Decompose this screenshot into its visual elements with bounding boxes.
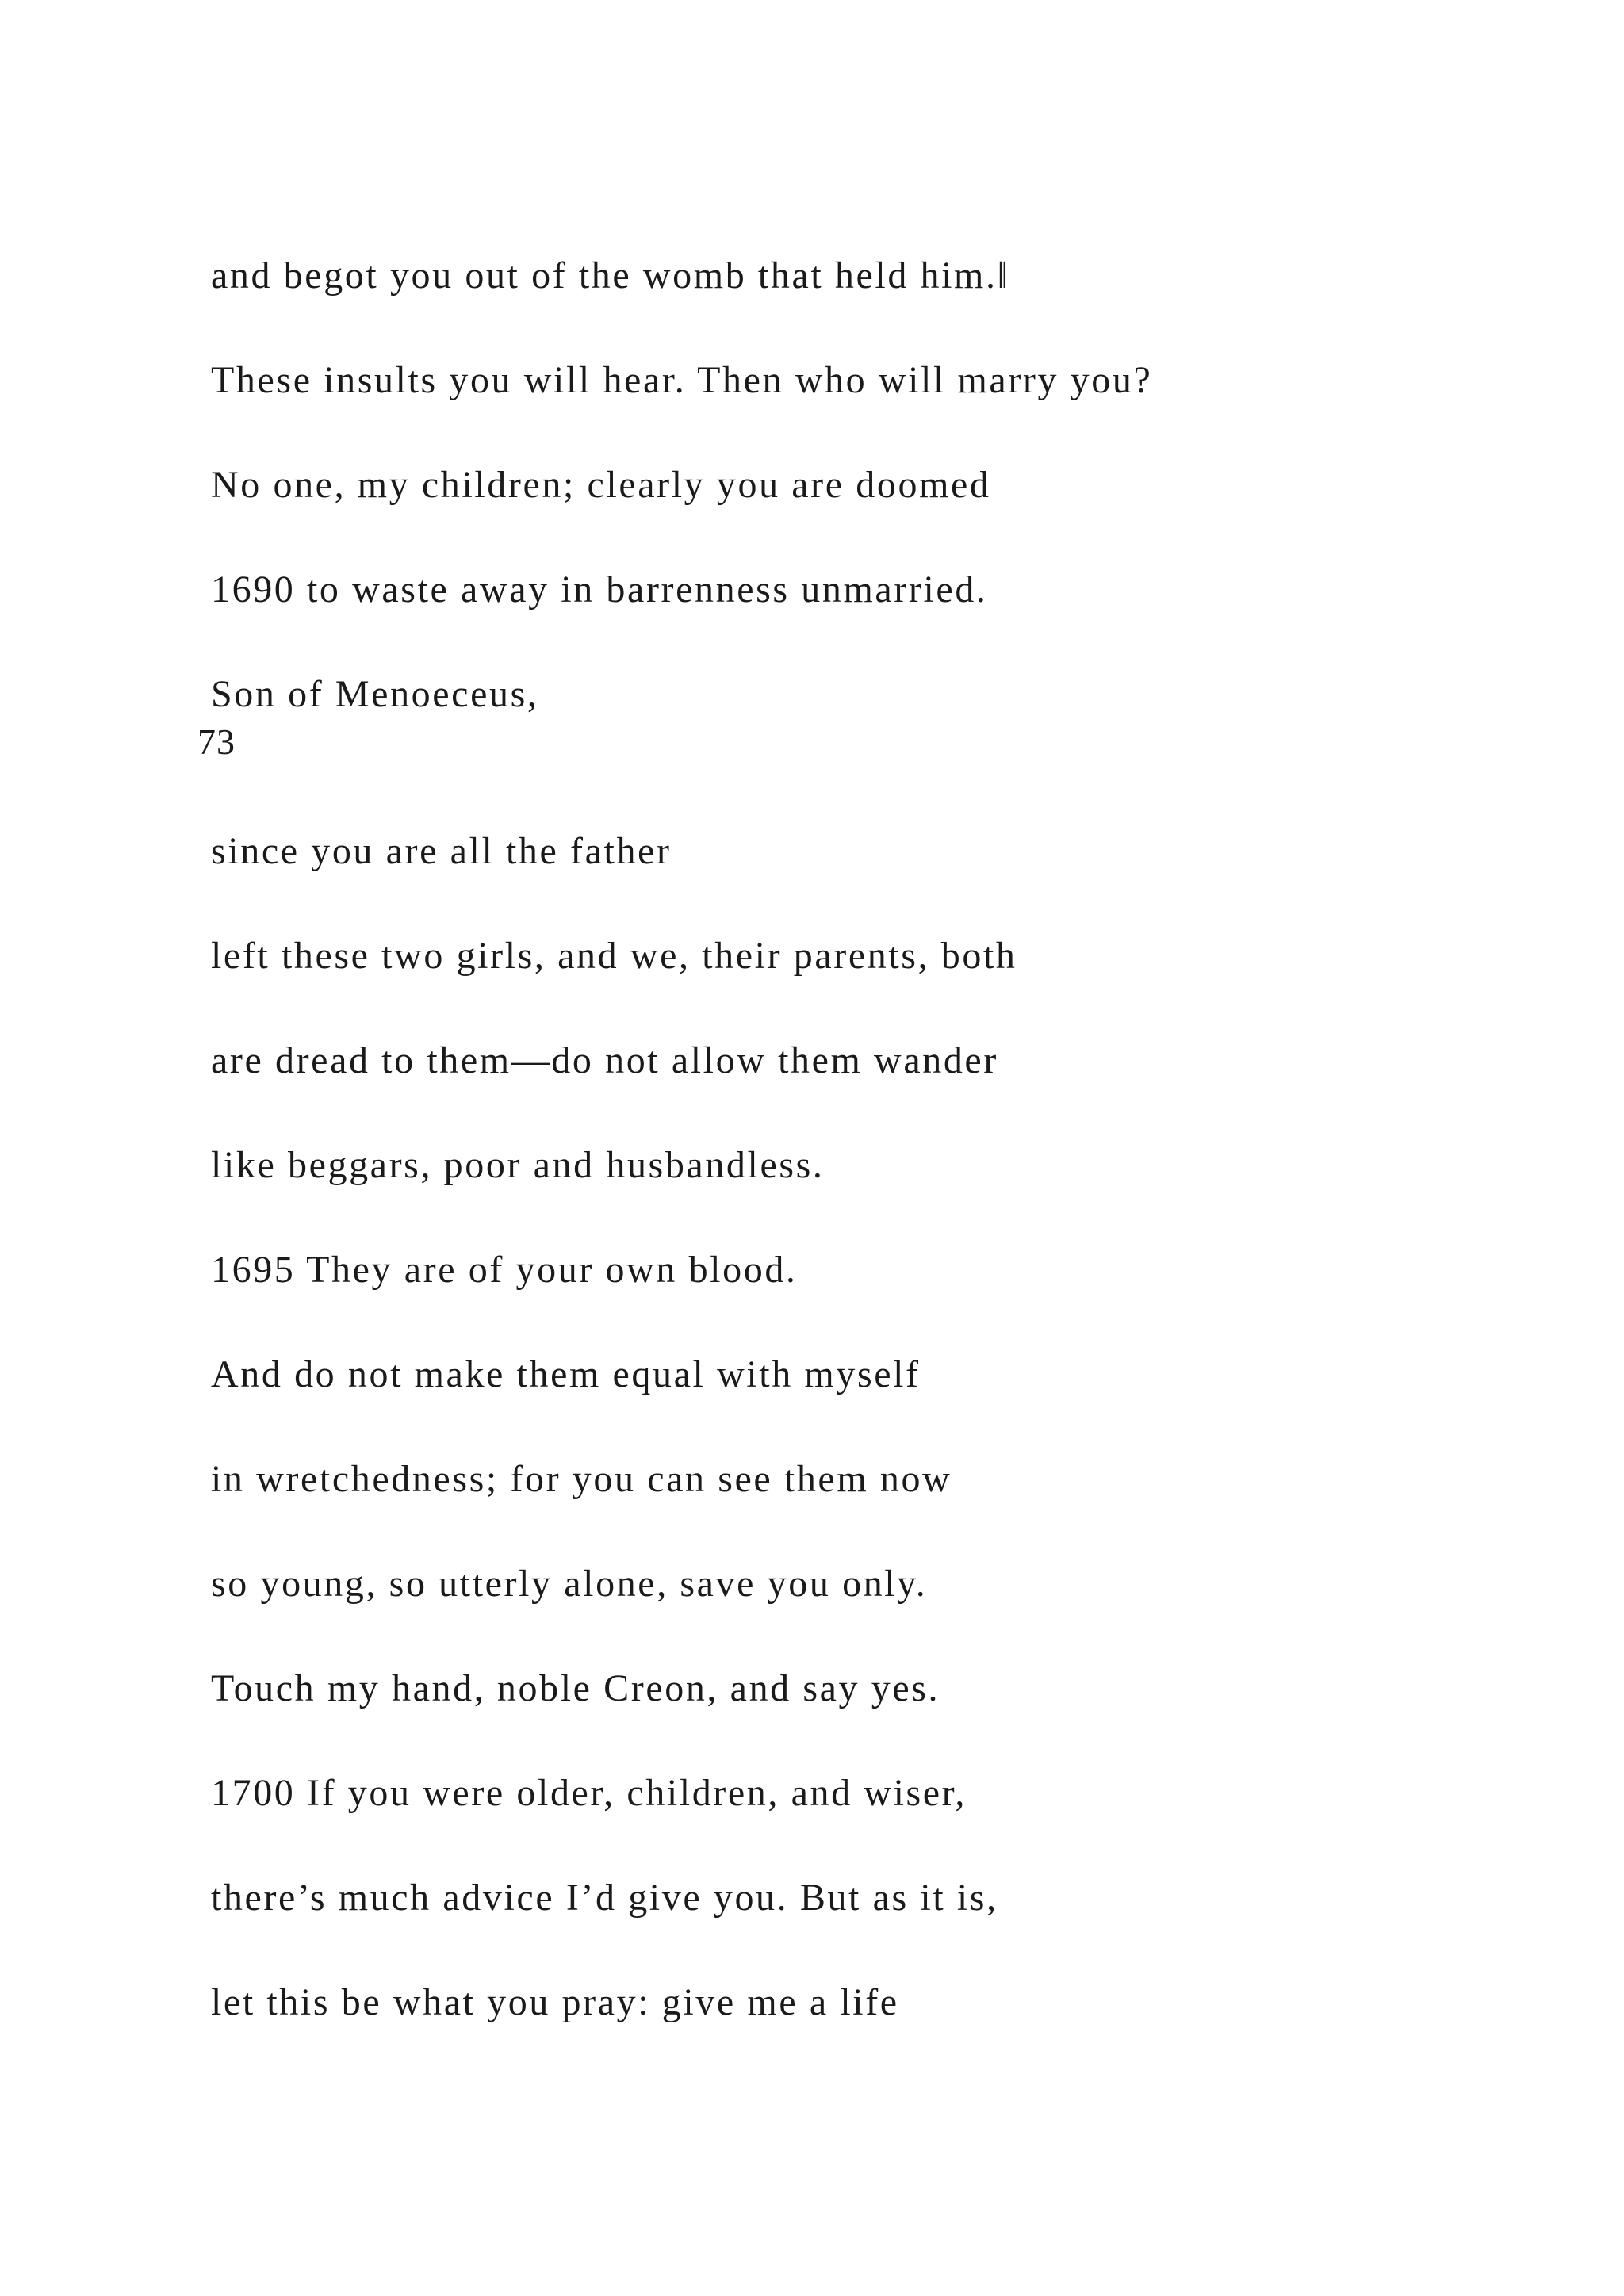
text-line: And do not make them equal with myself [211,1353,921,1395]
text-line: These insults you will hear. Then who will marry you? [211,359,1153,401]
text-line: so young, so utterly alone, save you only. [211,1563,928,1605]
text-line: there’s much advice I’d give you. But as it is, [211,1877,998,1919]
text-line: like beggars, poor and husbandless. [211,1144,825,1186]
text-line: and begot you out of the womb that held him.‖ [211,254,1010,297]
text-line: left these two girls, and we, their parents, both [211,935,1017,977]
text-line: 1700 If you were older, children, and wiser, [211,1772,967,1814]
text-line: are dread to them—do not allow them wander [211,1039,998,1081]
text-line: No one, my children; clearly you are doomed [211,464,991,506]
text-line: 1690 to waste away in barrenness unmarried. [211,568,988,610]
text-line: in wretchedness; for you can see them now [211,1458,952,1500]
text-line: 1695 They are of your own blood. [211,1249,798,1291]
text-line: since you are all the father [211,830,672,872]
text-line: Touch my hand, noble Creon, and say yes. [211,1667,940,1709]
page-number: 73 [197,721,236,762]
text-line: Son of Menoeceus, [211,673,539,715]
text-line: let this be what you pray: give me a life [211,1981,899,2023]
